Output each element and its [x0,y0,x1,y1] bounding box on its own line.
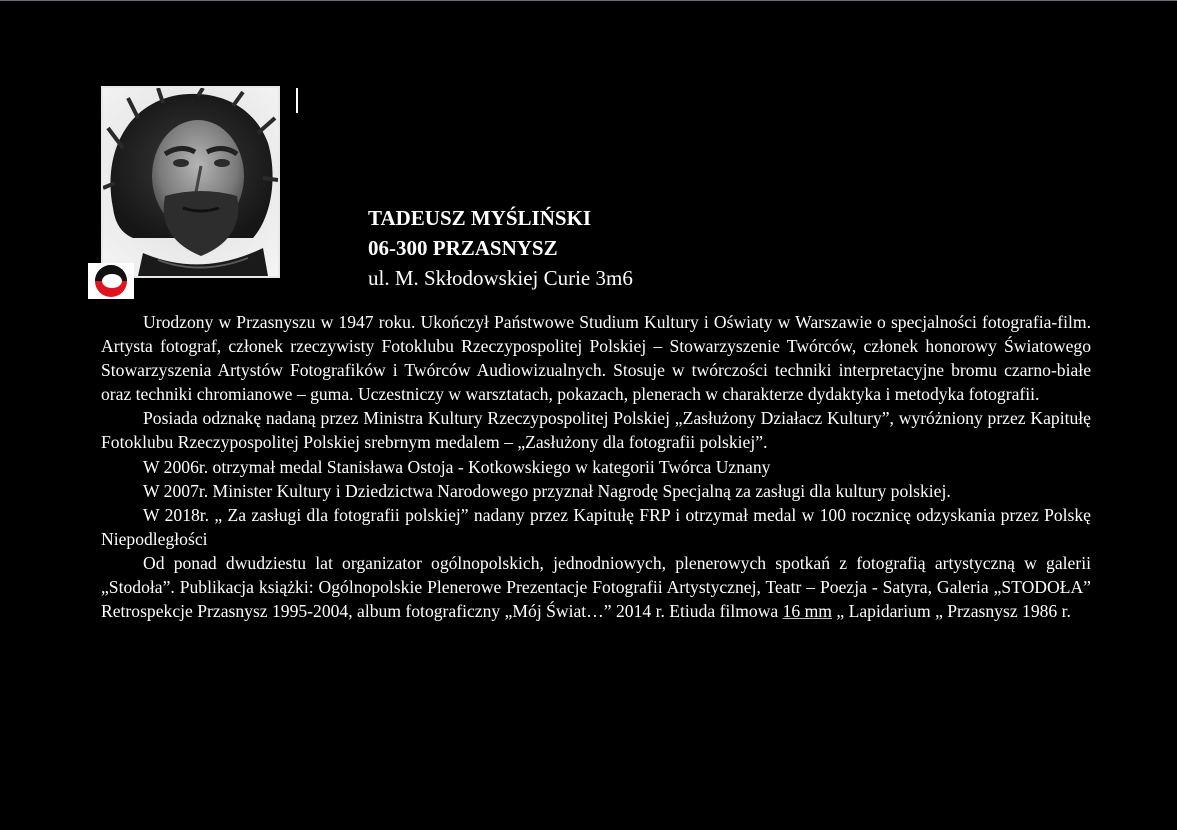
window-top-edge [0,0,1177,1]
text-cursor [296,88,298,113]
bio-paragraph: W 2006r. otrzymał medal Stanisława Ostoja - Kotkowskiego w kategorii Twórca Uznany [143,456,771,477]
bio-paragraph: Posiada odznakę nadaną przez Ministra Kultury Rzeczypospolitej Polskiej „Zasłużony Działacz Kultury”, wyróżniony przez Kapitułę Fotoklubu Rzeczypospolitej Polskiej srebrnym medalem – „Zasłużony dla fotografii polskiej”. [101,408,1091,453]
postal-city: 06-300 PRZASNYSZ [368,236,558,260]
artist-name: TADEUSZ MYŚLIŃSKI [368,206,592,230]
bio-text: „ Lapidarium „ Przasnysz 1986 r. [831,601,1071,622]
biography [101,310,1091,623]
bio-paragraph [101,551,1091,623]
street-address: ul. M. Skłodowskiej Curie 3m6 [368,266,633,290]
bio-paragraph: W 2007r. Minister Kultury i Dziedzictwa Narodowego przyznał Nagrodę Specjalną za zasługi dla kultury polskiej. [143,480,951,501]
underlined-text: 16 mm [782,601,832,622]
bio-paragraph: Urodzony w Przasnyszu w 1947 roku. Ukończył Państwowe Studium Kultury i Oświaty w Warszawie o specjalności fotografia-film. Artysta fotograf, członek rzeczywisty Fotoklubu Rzeczypospolitej Polskiej – Stowarzyszenie Twórców, członek honorowy Światowego Stowarzyszenia Artystów Fotografików i Twórców Audiowizualnych. Stosuje w twórczości techniki interpretacyjne bromu czarno-białe oraz techniki chromianowe – guma. Uczestniczy w warsztatach, pokazach, plenerach w charakterze dydaktyka i metodyka fotografii. [101,312,1091,405]
portrait-photo [101,86,280,278]
fotoklub-logo-icon [88,263,134,299]
bio-paragraph: W 2018r. „ Za zasługi dla fotografii polskiej” nadany przez Kapitułę FRP i otrzymał medal w 100 rocznicę odzyskania przez Polskę Niepodległości [101,504,1091,549]
contact-header [368,203,633,293]
bio-text: Od ponad dwudziestu lat organizator ogólnopolskich, jednodniowych, plenerowych spotkań z fotografią artystyczną w galerii „Stodoła”. Publikacja książki: Ogólnopolskie Plenerowe Prezentacje Fotografii Artystycznej, Teatr – Poezja - Satyra, Galeria „STODOŁA” Retrospekcje Przasnysz 1995-2004, album fotograficzny „Mój Świat…” 2014 r. Etiuda filmowa [101,552,1091,622]
